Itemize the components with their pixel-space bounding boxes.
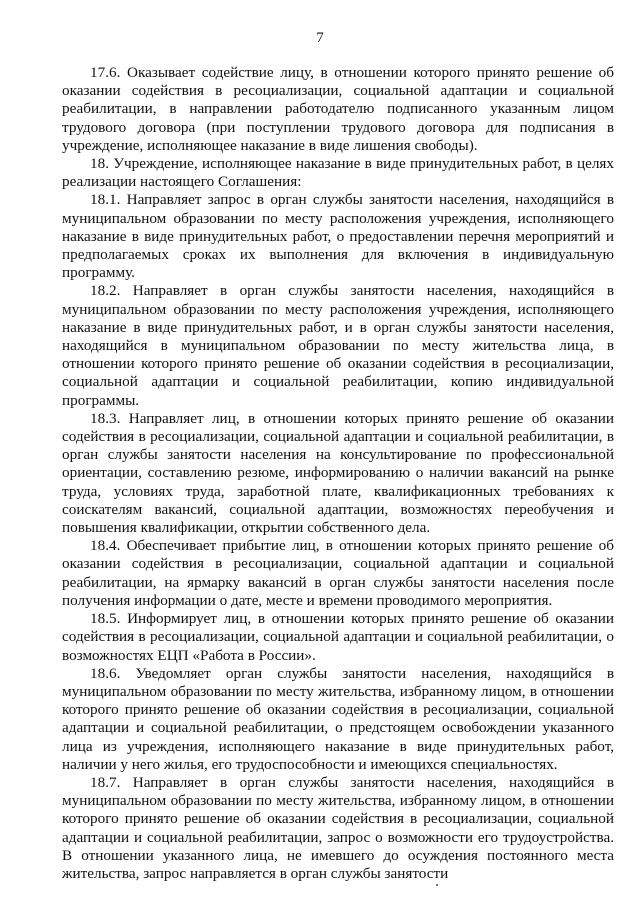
paragraph-18-7: 18.7. Направляет в орган службы занятости населения, находящийся в муниципальном образовании по месту жительства, избранному лицом, в отношении которого принято решение об оказании содействия в ресоциализации, социальной адаптации и социальной реабилитации, запрос о возможности его трудоустройства. В отношении указанного лица, не имевшего до осуждения постоянного места жительства, запрос направляется в орган службы занятости: [62, 773, 614, 882]
page-number: 7: [316, 30, 324, 46]
document-body: [62, 64, 614, 883]
paragraph-17-6: 17.6. Оказывает содействие лицу, в отношении которого принято решение об оказании содействия в ресоциализации, социальной адаптации и социальной реабилитации, в направлении работодателю подписанного указанным лицом трудового договора (при поступлении трудового договора для подписания в учреждение, исполняющее наказание в виде лишения свободы).: [62, 64, 614, 154]
scan-speck: [436, 884, 438, 886]
paragraph-18: 18. Учреждение, исполняющее наказание в виде принудительных работ, в целях реализации настоящего Соглашения:: [62, 155, 614, 191]
paragraph-18-3: 18.3. Направляет лиц, в отношении которых принято решение об оказании содействия в ресоциализации, социальной адаптации и социальной реабилитации, в орган службы занятости населения на консультирование по профессиональной ориентации, составлению резюме, информированию о наличии вакансий на рынке труда, условиях труда, заработной плате, квалификационных требованиях к соискателям вакансий, социальной адаптации, возможностях переобучения и повышения квалификации, открытии собственного дела.: [62, 409, 614, 537]
paragraph-18-4: 18.4. Обеспечивает прибытие лиц, в отношении которых принято решение об оказании содействия в ресоциализации, социальной адаптации и социальной реабилитации, на ярмарку вакансий в орган службы занятости населения после получения информации о дате, месте и времени проводимого мероприятия.: [62, 537, 614, 609]
paragraph-18-6: 18.6. Уведомляет орган службы занятости населения, находящийся в муниципальном образовании по месту жительства, избранному лицом, в отношении которого принято решение об оказании содействия в ресоциализации, социальной адаптации и социальной реабилитации, о предстоящем освобождении указанного лица из учреждения, исполняющего наказание в виде принудительных работ, наличии у него жилья, его трудоспособности и имеющихся специальностях.: [62, 664, 614, 773]
paragraph-18-1: 18.1. Направляет запрос в орган службы занятости населения, находящийся в муниципальном образовании по месту расположения учреждения, исполняющего наказание в виде принудительных работ, о предоставлении перечня мероприятий и предполагаемых сроках их выполнения для включения в индивидуальную программу.: [62, 191, 614, 282]
paragraph-18-2: 18.2. Направляет в орган службы занятости населения, находящийся в муниципальном образовании по месту расположения учреждения, исполняющего наказание в виде принудительных работ, и в орган службы занятости населения, находящийся в муниципальном образовании по месту жительства лица, в отношении которого принято решение об оказании содействия в ресоциализации, социальной адаптации и социальной реабилитации, копию индивидуальной программы.: [62, 282, 614, 409]
paragraph-18-5: 18.5. Информирует лиц, в отношении которых принято решение об оказании содействия в ресоциализации, социальной адаптации и социальной реабилитации, о возможностях ЕЦП «Работа в России».: [62, 610, 614, 664]
